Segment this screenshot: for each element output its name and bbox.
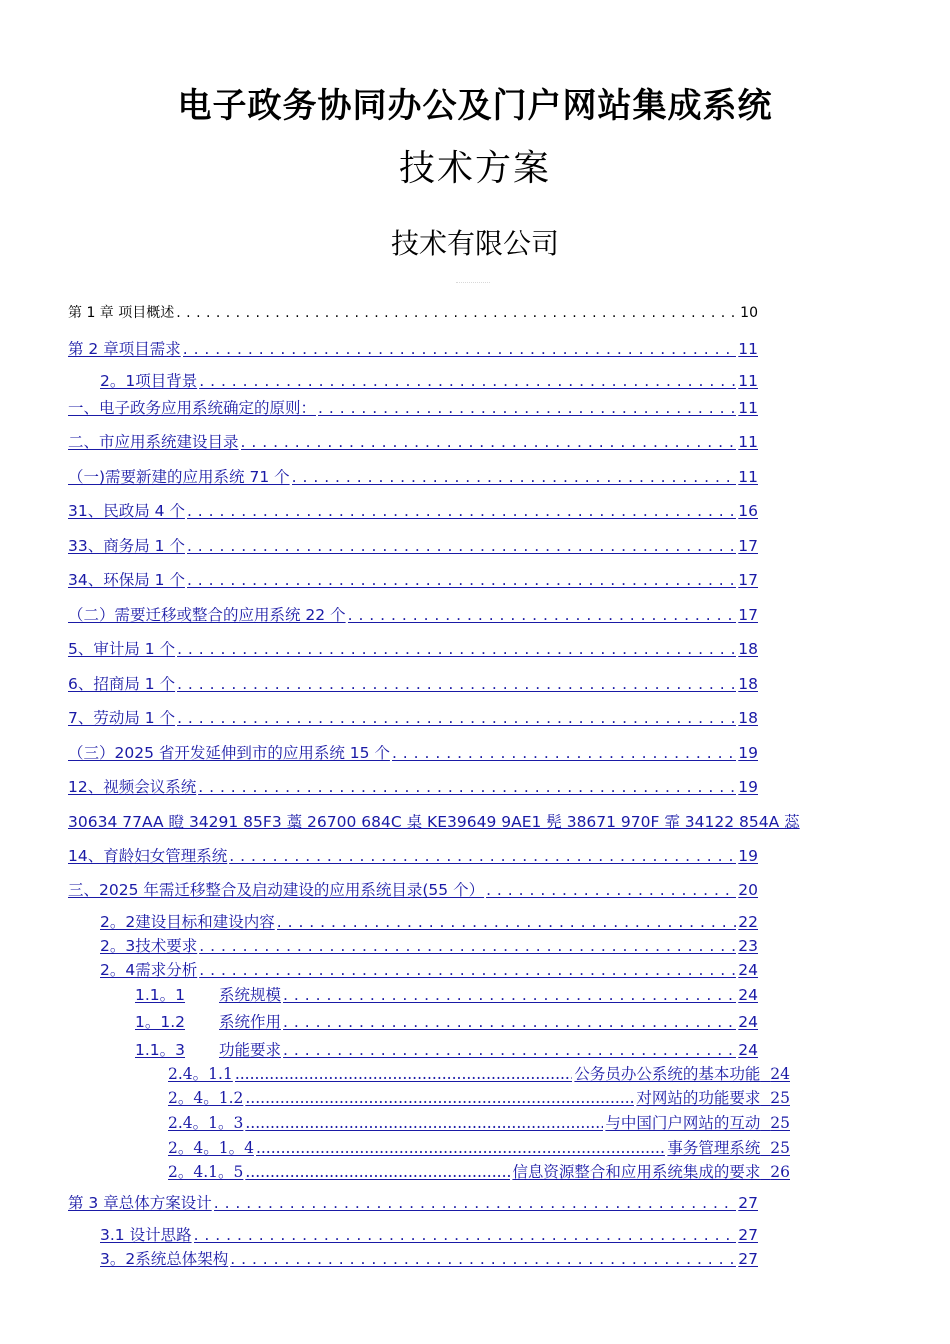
toc-entry[interactable]: 3。2系统总体架构 . . . 27 — [100, 1247, 758, 1269]
toc-entry[interactable]: 第 1 章 项目概述 . . . 10 — [68, 302, 758, 322]
toc-entry[interactable]: 7、劳动局 1 个 . . . 18 — [68, 706, 758, 728]
toc-entry[interactable]: 2。3技术要求 . . . 23 — [100, 934, 758, 956]
toc-entry[interactable]: 2.4。1。3 ..... 与中国门户网站的互动 25 — [168, 1111, 790, 1133]
toc-entry[interactable]: 33、商务局 1 个 . . . 17 — [68, 534, 758, 556]
toc-entry[interactable]: 第 2 章项目需求 . . . 11 — [68, 337, 758, 359]
toc-entry[interactable]: 1.1。1 系统规模 . . . 24 — [135, 983, 758, 1005]
toc-entry[interactable]: 6、招商局 1 个 . . . 18 — [68, 672, 758, 694]
toc-entry[interactable]: 2。1项目背景 . . . 11 — [100, 369, 758, 391]
toc-entry[interactable]: （一)需要新建的应用系统 71 个 . . . 11 — [68, 465, 758, 487]
toc-entry[interactable]: 5、审计局 1 个 . . . 18 — [68, 637, 758, 659]
toc-entry-garbled[interactable]: 30634 77AA 瞪 34291 85F3 藁 26700 684C 桌 KE39649 9AE1 髡 38671 970F 霏 34122 854A 蕊 — [68, 813, 800, 831]
toc-entry[interactable]: 31、民政局 4 个 . . . 16 — [68, 499, 758, 521]
toc-entry[interactable]: 34、环保局 1 个 . . . 17 — [68, 568, 758, 590]
toc-entry[interactable]: （三）2025 省开发延伸到市的应用系统 15 个 . . . 19 — [68, 741, 758, 763]
toc-entry[interactable]: 一、电子政务应用系统确定的原则： . . . 11 — [68, 396, 758, 418]
toc-entry[interactable]: 2。4。1。4 ..... 事务管理系统 25 — [168, 1136, 790, 1158]
document-title: 电子政务协同办公及门户网站集成系统 — [177, 86, 773, 126]
toc-entry[interactable]: （二）需要迁移或整合的应用系统 22 个 . . . 17 — [68, 603, 758, 625]
document-subtitle: 技术方案 — [398, 148, 551, 189]
toc-entry[interactable]: 1.1。3 功能要求 . . . 24 — [135, 1038, 758, 1060]
toc-entry[interactable]: 2。4需求分析 . . . 24 — [100, 958, 758, 980]
toc-entry[interactable]: 2。4。1.2 ..... 对网站的功能要求 25 — [168, 1086, 790, 1108]
toc-entry[interactable]: 二、市应用系统建设目录 . . . 11 — [68, 430, 758, 452]
toc-entry[interactable]: 第 3 章总体方案设计 . . . 27 — [68, 1191, 758, 1213]
toc-entry[interactable]: 2。2建设目标和建设内容 . . . 22 — [100, 910, 758, 932]
toc-entry[interactable]: 14、育龄妇女管理系统 . . . 19 — [68, 844, 758, 866]
toc-entry[interactable]: 1。1.2 系统作用 . . . 24 — [135, 1010, 758, 1032]
toc-entry[interactable]: 3.1 设计思路 . . . 27 — [100, 1223, 758, 1245]
toc-entry[interactable]: 2.4。1.1 ..... 公务员办公系统的基本功能 24 — [168, 1062, 790, 1084]
toc-entry[interactable]: 2。4.1。5 ..... 信息资源整合和应用系统集成的要求 26 — [168, 1160, 790, 1182]
toc-entry[interactable]: 三、2025 年需迁移整合及启动建设的应用系统目录(55 个） . . . 20 — [68, 878, 758, 900]
company-name: 技术有限公司 — [390, 227, 559, 260]
toc-entry[interactable]: 12、视频会议系统 . . . 19 — [68, 775, 758, 797]
